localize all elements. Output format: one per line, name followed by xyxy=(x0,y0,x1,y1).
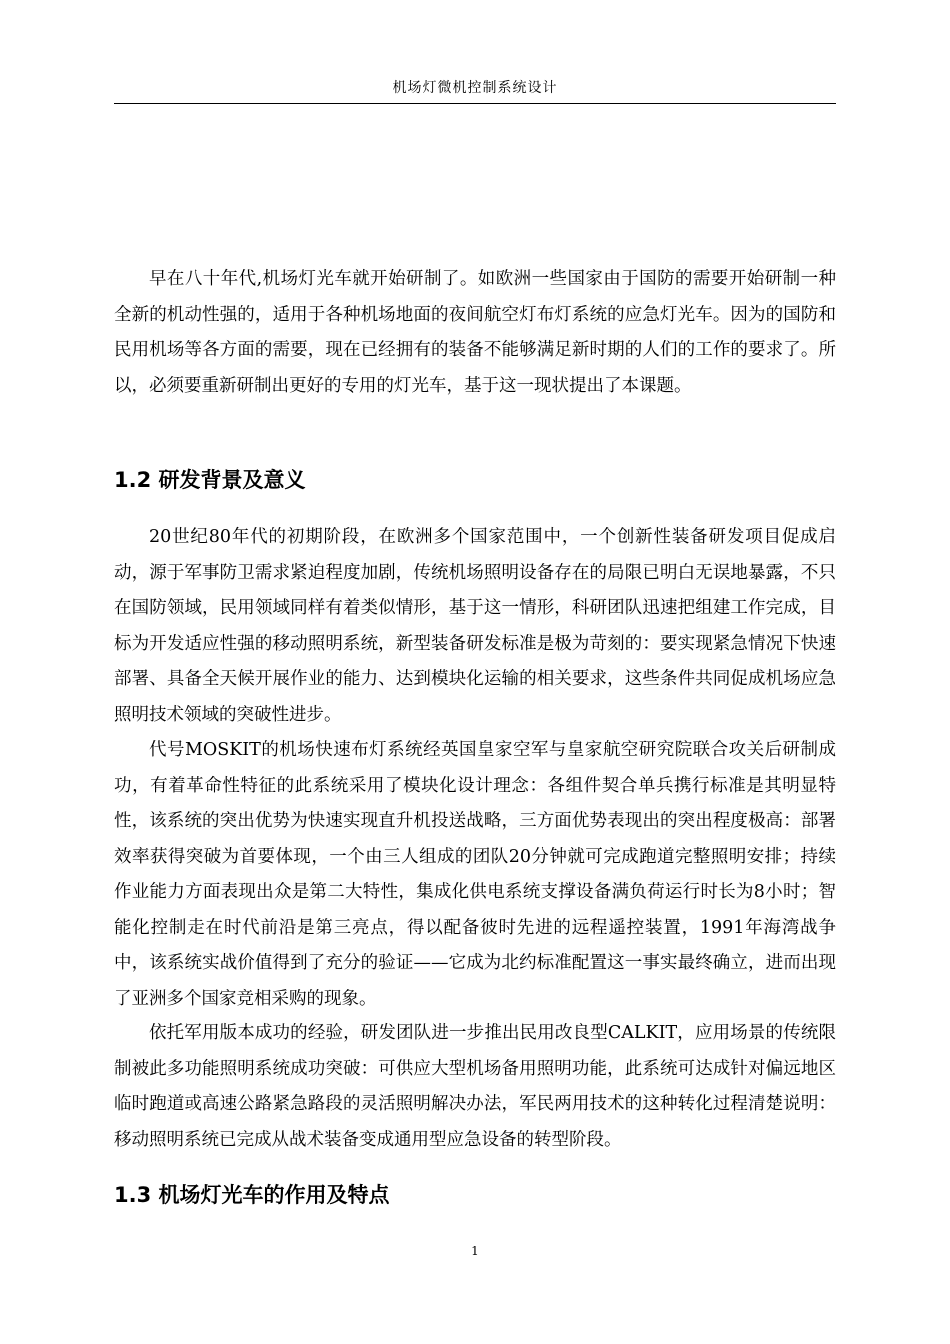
intro-paragraph: 早在八十年代,机场灯光车就开始研制了。如欧洲一些国家由于国防的需要开始研制一种全新的机动性强的，适用于各种机场地面的夜间航空灯布灯系统的应急灯光车。因为的国防和民用机场等各方面的需要，现在已经拥有的装备不能够满足新时期的人们的工作的要求了。所以，必须要重新研制出更好的专用的灯光车，基于这一现状提出了本课题。 xyxy=(114,269,836,396)
section-heading-1-3: 1.3 机场灯光车的作用及特点 xyxy=(114,1183,390,1207)
section-heading-1-2: 1.2 研发背景及意义 xyxy=(114,468,306,492)
section-1-2-paragraph-1: 20世纪80年代的初期阶段，在欧洲多个国家范围中，一个创新性装备研发项目促成启动，源于军事防卫需求紧迫程度加剧，传统机场照明设备存在的局限已明白无误地暴露，不只在国防领域，民用领域同样有着类似情形，基于这一情形，科研团队迅速把组建工作完成，目标为开发适应性强的移动照明系统，新型装备研发标准是极为苛刻的：要实现紧急情况下快速部署、具备全天候开展作业的能力、达到模块化运输的相关要求，这些条件共同促成机场应急照明技术领域的突破性进步。 xyxy=(114,527,836,725)
page-number: 1 xyxy=(471,1244,479,1258)
header-divider xyxy=(114,103,836,104)
section-1-2-paragraph-2: 代号MOSKIT的机场快速布灯系统经英国皇家空军与皇家航空研究院联合攻关后研制成功，有着革命性特征的此系统采用了模块化设计理念：各组件契合单兵携行标准是其明显特性，该系统的突出优势为快速实现直升机投送战略，三方面优势表现出的突出程度极高：部署效率获得突破为首要体现，一个由三人组成的团队20分钟就可完成跑道完整照明安排；持续作业能力方面表现出众是第二大特性，集成化供电系统支撑设备满负荷运行时长为8小时；智能化控制走在时代前沿是第三亮点，得以配备彼时先进的远程遥控装置，1991年海湾战争中，该系统实战价值得到了充分的验证——它成为北约标准配置这一事实最终确立，进而出现了亚洲多个国家竞相采购的现象。 xyxy=(114,740,836,1009)
section-1-2-paragraph-3: 依托军用版本成功的经验，研发团队进一步推出民用改良型CALKIT，应用场景的传统限制被此多功能照明系统成功突破：可供应大型机场备用照明功能，此系统可达成针对偏远地区临时跑道或高速公路紧急路段的灵活照明解决办法，军民两用技术的这种转化过程清楚说明：移动照明系统已完成从战术装备变成通用型应急设备的转型阶段。 xyxy=(114,1023,836,1150)
running-header: 机场灯微机控制系统设计 xyxy=(392,80,558,96)
